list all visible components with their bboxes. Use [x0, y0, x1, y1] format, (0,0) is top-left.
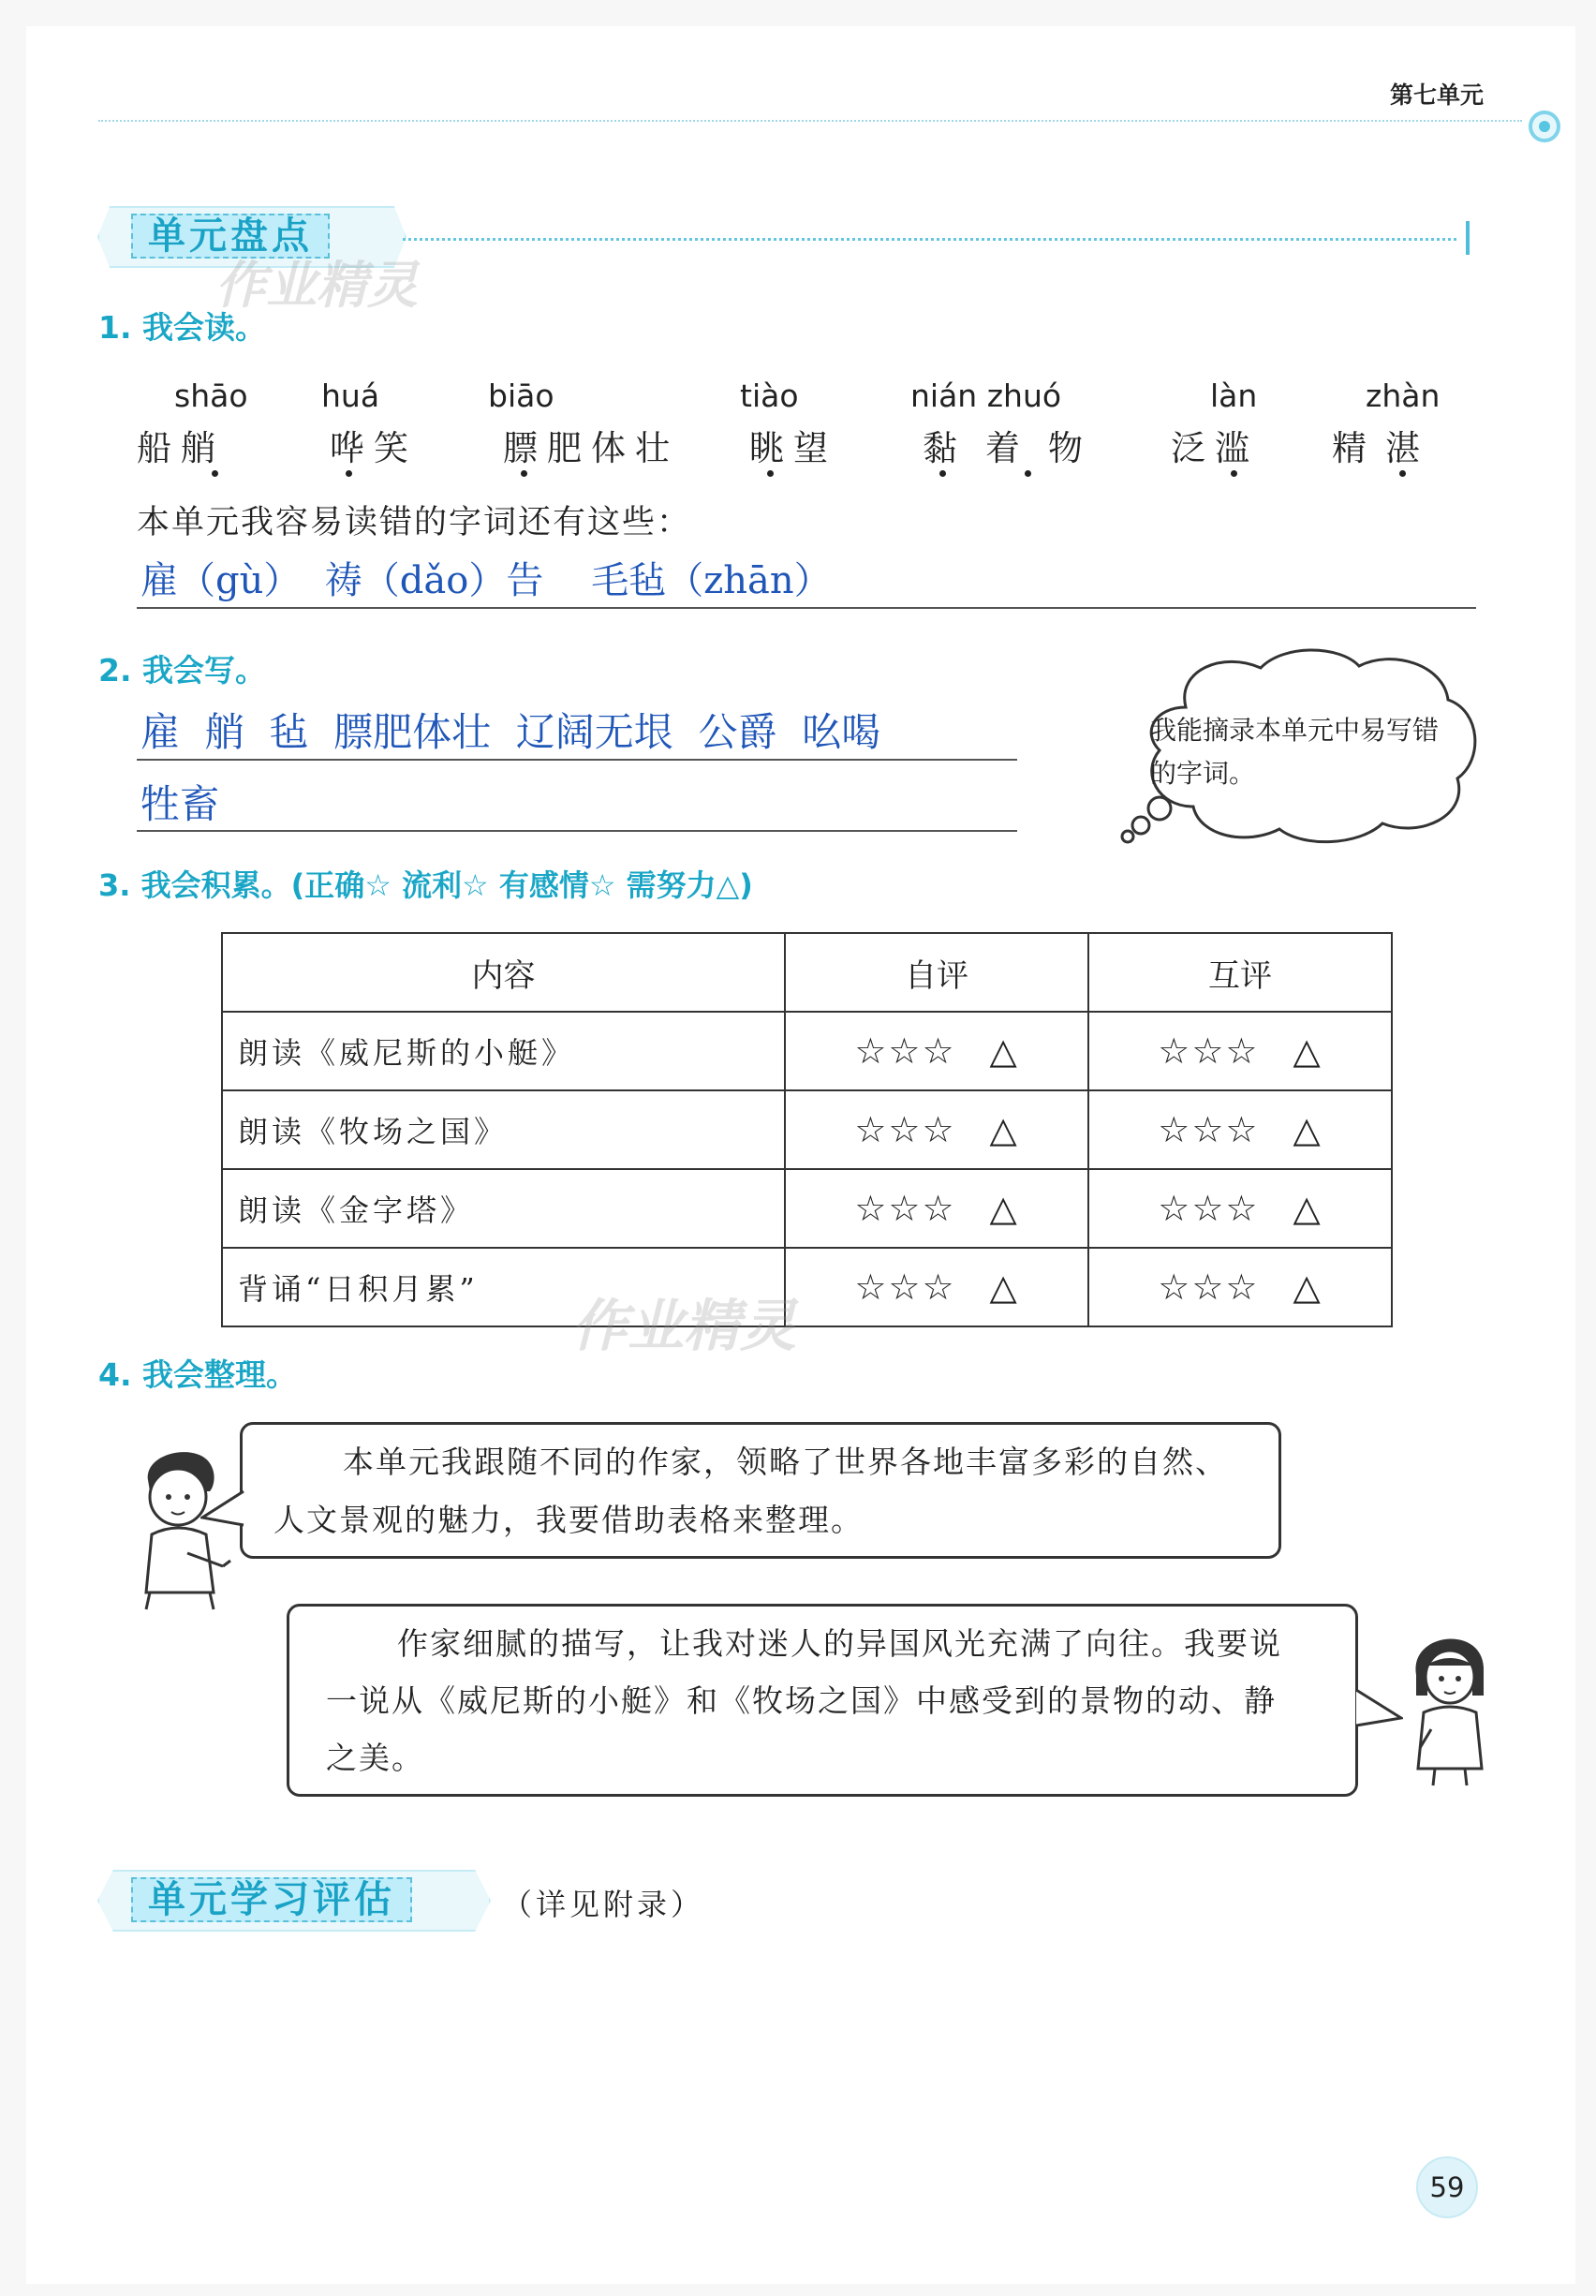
row-content: 朗读《牧场之国》 — [222, 1090, 785, 1169]
peer-rating — [1088, 1169, 1392, 1248]
answer-line — [137, 759, 1017, 761]
self-assessment-table — [221, 932, 1393, 1327]
pinyin: huá — [321, 378, 380, 414]
bubble-tail — [200, 1489, 245, 1529]
column-header: 内容 — [222, 933, 785, 1012]
pinyin: shāo — [174, 378, 248, 414]
q1-title: 1. 我会读。 — [98, 309, 266, 346]
unit-label: 第七单元 — [1390, 81, 1485, 109]
peer-rating — [1088, 1248, 1392, 1326]
star-icons: ☆☆☆ — [1158, 1109, 1260, 1150]
watermark: 作业精灵 — [215, 256, 418, 315]
answer-line — [137, 830, 1017, 832]
cloud-text: 我能摘录本单元中易写错的字词。 — [1150, 715, 1440, 789]
bubble-tail — [1354, 1686, 1403, 1731]
table-row — [222, 1248, 1392, 1326]
watermark: 作业精灵 — [571, 1294, 796, 1359]
triangle-icon: △ — [1293, 1030, 1323, 1072]
table-header-row — [222, 933, 1392, 1012]
peer-rating — [1088, 1012, 1392, 1090]
q2-handwritten-line2: 牲畜 — [140, 781, 220, 827]
assessment-note: （详见附录） — [502, 1887, 705, 1922]
q4-title: 4. 我会整理。 — [98, 1356, 297, 1393]
banner-end-mark — [1466, 221, 1470, 255]
self-rating — [785, 1090, 1088, 1169]
pinyin: zhàn — [1366, 378, 1441, 414]
star-icons: ☆☆☆ — [854, 1030, 956, 1072]
emphasis-dot — [521, 470, 527, 477]
triangle-icon: △ — [989, 1030, 1019, 1072]
bubble2-line1: 作家细腻的描写，让我对迷人的异国风光充满了向往。我要说 — [397, 1625, 1282, 1662]
assessment-banner — [97, 1870, 491, 1932]
table-row — [222, 1012, 1392, 1090]
page-number: 59 — [1416, 2156, 1478, 2218]
pinyin: biāo — [488, 378, 554, 414]
self-rating — [785, 1012, 1088, 1090]
header-circle-icon — [1529, 111, 1560, 142]
peer-rating — [1088, 1090, 1392, 1169]
row-content: 朗读《金字塔》 — [222, 1169, 785, 1248]
column-header: 自评 — [785, 933, 1088, 1012]
star-icons: ☆☆☆ — [1158, 1267, 1260, 1308]
girl-figure-icon — [1403, 1619, 1497, 1787]
row-content: 朗读《威尼斯的小艇》 — [222, 1012, 785, 1090]
table-row — [222, 1090, 1392, 1169]
emphasis-dot — [767, 470, 774, 477]
vocab-word: 膘肥体壮 — [503, 428, 679, 468]
pinyin: nián zhuó — [910, 378, 1062, 414]
pinyin: làn — [1210, 378, 1258, 414]
star-icons: ☆☆☆ — [854, 1188, 956, 1229]
vocab-word: 哗笑 — [330, 428, 418, 468]
vocab-word: 精湛 — [1332, 428, 1439, 468]
vocab-word: 船艄 — [137, 428, 225, 468]
star-icons: ☆☆☆ — [1158, 1188, 1260, 1229]
q2-title: 2. 我会写。 — [98, 652, 266, 689]
bubble2-line3: 之美。 — [326, 1740, 424, 1776]
header-divider — [98, 120, 1522, 122]
bubble2-line2: 一说从《威尼斯的小艇》和《牧场之国》中感受到的景物的动、静 — [326, 1682, 1277, 1719]
emphasis-dot — [212, 470, 218, 477]
self-rating — [785, 1169, 1088, 1248]
emphasis-dot — [939, 470, 946, 477]
triangle-icon: △ — [989, 1267, 1019, 1308]
bubble1-line2: 人文景观的魅力，我要借助表格来整理。 — [273, 1502, 864, 1538]
banner-title: 单元盘点 — [131, 214, 330, 259]
triangle-icon: △ — [1293, 1109, 1323, 1150]
q2-handwritten-line1: 雇 艄 毡 膘肥体壮 辽阔无垠 公爵 吆喝 — [140, 709, 881, 755]
triangle-icon: △ — [989, 1109, 1019, 1150]
self-rating — [785, 1248, 1088, 1326]
banner-title: 单元学习评估 — [131, 1877, 412, 1922]
emphasis-dot — [346, 470, 352, 477]
star-icons: ☆☆☆ — [1158, 1030, 1260, 1072]
answer-line — [137, 607, 1476, 609]
banner-divider — [403, 238, 1456, 241]
vocab-word: 眺望 — [749, 428, 837, 468]
q3-title: 3. 我会积累。(正确☆ 流利☆ 有感情☆ 需努力△) — [98, 867, 753, 903]
emphasis-dot — [1025, 470, 1031, 477]
table-row — [222, 1169, 1392, 1248]
star-icons: ☆☆☆ — [854, 1267, 956, 1308]
bubble1-line1: 本单元我跟随不同的作家，领略了世界各地丰富多彩的自然、 — [343, 1444, 1228, 1480]
column-header: 互评 — [1088, 933, 1392, 1012]
row-content: 背诵“日积月累” — [222, 1248, 785, 1326]
vocab-word: 泛滥 — [1171, 428, 1259, 468]
triangle-icon: △ — [989, 1188, 1019, 1229]
emphasis-dot — [1231, 470, 1237, 477]
triangle-icon: △ — [1293, 1267, 1323, 1308]
emphasis-dot — [1399, 470, 1406, 477]
star-icons: ☆☆☆ — [854, 1109, 956, 1150]
vocab-word: 黏着物 — [923, 428, 1111, 468]
q1-prompt: 本单元我容易读错的字词还有这些： — [137, 504, 692, 541]
q1-handwritten-answer: 雇（gù） 祷（dǎo）告 毛毡（zhān） — [140, 559, 832, 602]
triangle-icon: △ — [1293, 1188, 1323, 1229]
pinyin: tiào — [740, 378, 799, 414]
